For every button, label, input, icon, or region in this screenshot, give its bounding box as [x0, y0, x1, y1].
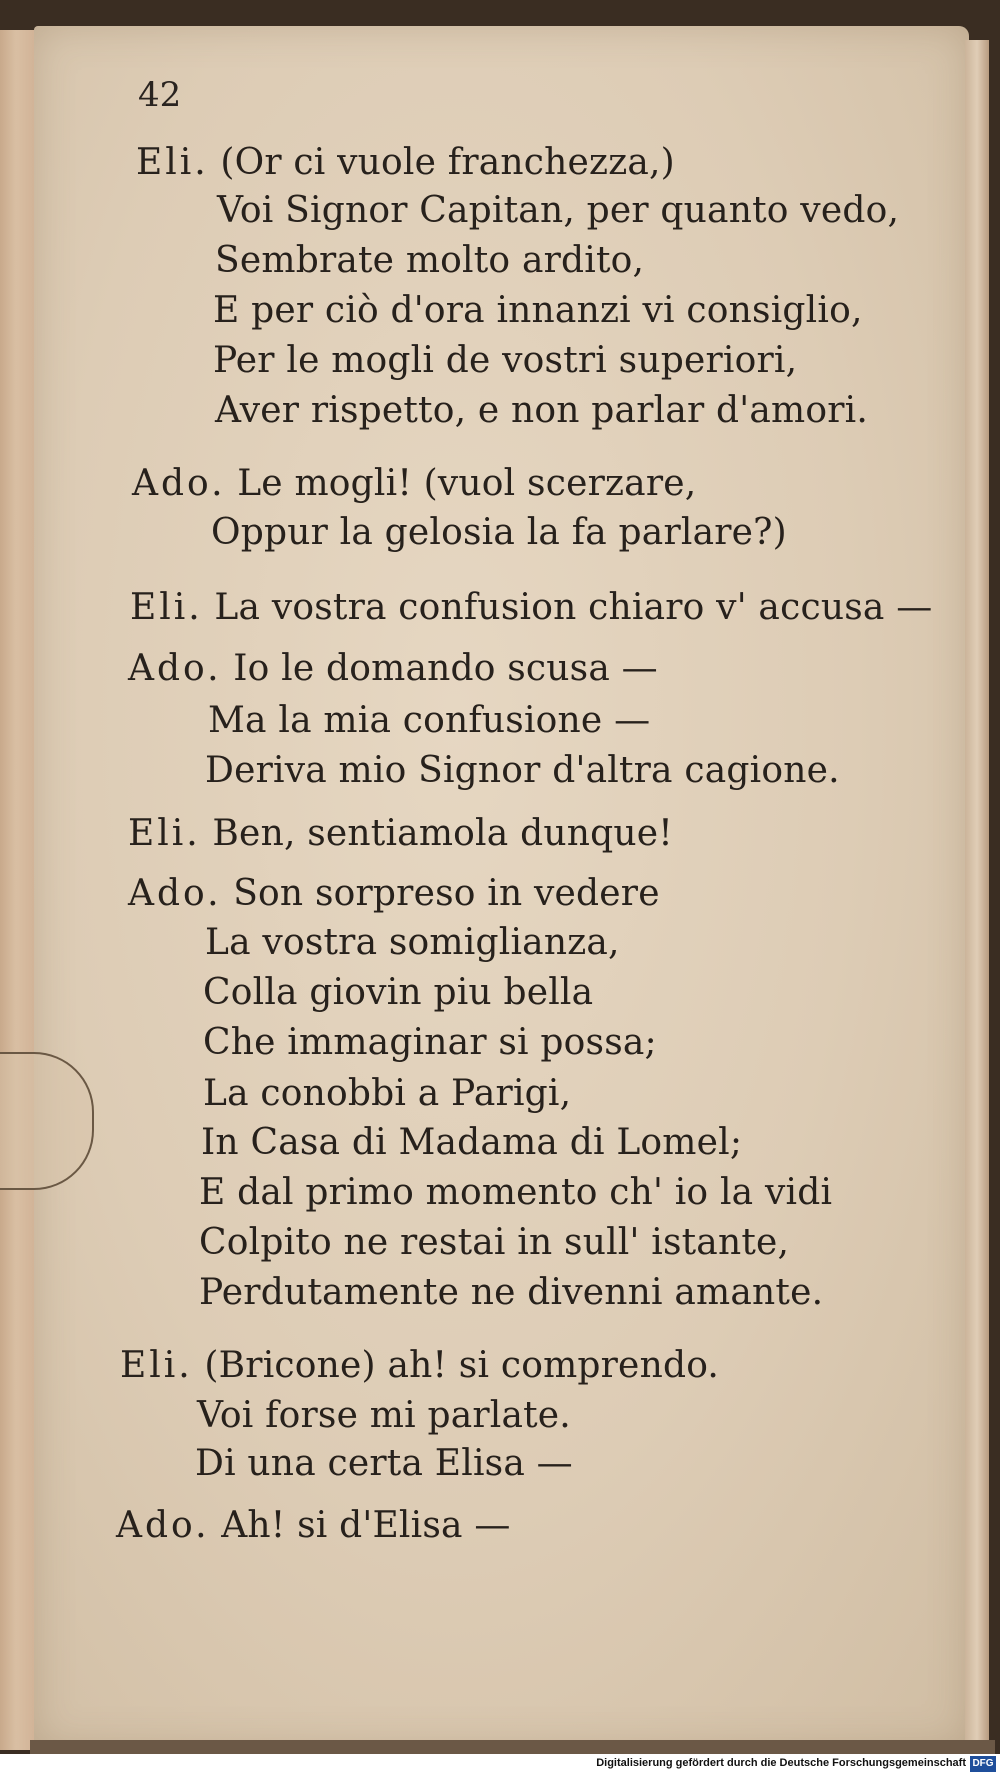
dialogue-line: [116, 1505, 511, 1546]
line-text: Io le domando scusa —: [233, 648, 658, 689]
dialogue-line: [213, 340, 797, 381]
dialogue-line: [215, 240, 644, 281]
dialogue-line: [197, 1395, 571, 1436]
line-text: Voi forse mi parlate.: [197, 1395, 571, 1436]
line-text: Per le mogli de vostri superiori,: [213, 340, 798, 381]
speaker-label: Ado.: [128, 648, 222, 689]
page-stack-right: [965, 40, 989, 1750]
line-text: Perdutamente ne divenni amante.: [199, 1272, 824, 1313]
line-text: Che immaginar si possa;: [203, 1022, 657, 1063]
line-text: Ben, sentiamola dunque!: [212, 813, 673, 854]
dialogue-line: [120, 1345, 719, 1386]
dialogue-line: [215, 390, 868, 431]
line-text: E per ciò d'ora innanzi vi consiglio,: [213, 290, 863, 331]
line-text: Deriva mio Signor d'altra cagione.: [205, 750, 840, 791]
dialogue-line: [211, 512, 787, 553]
dfg-logo: DFG: [970, 1756, 996, 1772]
line-text: Colla giovin piu bella: [203, 972, 594, 1013]
dialogue-line: [199, 1272, 823, 1313]
speaker-label: Eli.: [136, 142, 209, 183]
line-text: Di una certa Elisa —: [195, 1443, 573, 1484]
line-text: (Or ci vuole franchezza,): [220, 142, 675, 183]
speaker-label: Eli.: [128, 813, 201, 854]
line-text: La conobbi a Parigi,: [203, 1073, 572, 1114]
dialogue-line: [132, 463, 696, 504]
speaker-label: Eli.: [120, 1345, 193, 1386]
speaker-label: Eli.: [130, 587, 203, 628]
dialogue-line: [128, 813, 673, 854]
page-number: 42: [138, 75, 182, 115]
line-text: Le mogli! (vuol scerzare,: [237, 463, 697, 504]
line-text: Voi Signor Capitan, per quanto vedo,: [217, 190, 900, 231]
dialogue-line: [213, 290, 863, 331]
line-text: Ah! si d'Elisa —: [221, 1505, 511, 1546]
dialogue-line: [205, 922, 620, 963]
dialogue-line: [201, 1122, 742, 1163]
line-text: (Bricone) ah! si comprendo.: [204, 1345, 720, 1386]
dialogue-line: [128, 648, 658, 689]
dialogue-line: [208, 700, 650, 741]
funding-credit: Digitalisierung gefördert durch die Deutsche Forschungsgemeinschaft: [596, 1757, 966, 1769]
speaker-label: Ado.: [128, 873, 222, 914]
line-text: Aver rispetto, e non parlar d'amori.: [215, 390, 869, 431]
speaker-label: Ado.: [116, 1505, 210, 1546]
dialogue-line: [203, 972, 593, 1013]
dialogue-line: [205, 750, 840, 791]
speaker-label: Ado.: [132, 463, 226, 504]
line-text: Sembrate molto ardito,: [215, 240, 645, 281]
line-text: Ma la mia confusione —: [208, 700, 651, 741]
dialogue-line: [203, 1022, 657, 1063]
dialogue-line: [130, 587, 932, 628]
dialogue-line: [199, 1172, 832, 1213]
line-text: Colpito ne restai in sull' istante,: [199, 1222, 790, 1263]
dialogue-line: [195, 1443, 573, 1484]
dialogue-line: [136, 142, 675, 183]
dialogue-line: [217, 190, 899, 231]
dialogue-line: [199, 1222, 789, 1263]
line-text: La vostra confusion chiaro v' accusa —: [214, 587, 933, 628]
dialogue-line: [203, 1073, 571, 1114]
line-text: Oppur la gelosia la fa parlare?): [211, 512, 787, 553]
line-text: Son sorpreso in vedere: [233, 873, 660, 914]
line-text: La vostra somiglianza,: [205, 922, 620, 963]
line-text: In Casa di Madama di Lomel;: [201, 1122, 743, 1163]
bottom-edge-shadow: [30, 1740, 995, 1754]
line-text: E dal primo momento ch' io la vidi: [199, 1172, 833, 1213]
dialogue-line: [128, 873, 660, 914]
